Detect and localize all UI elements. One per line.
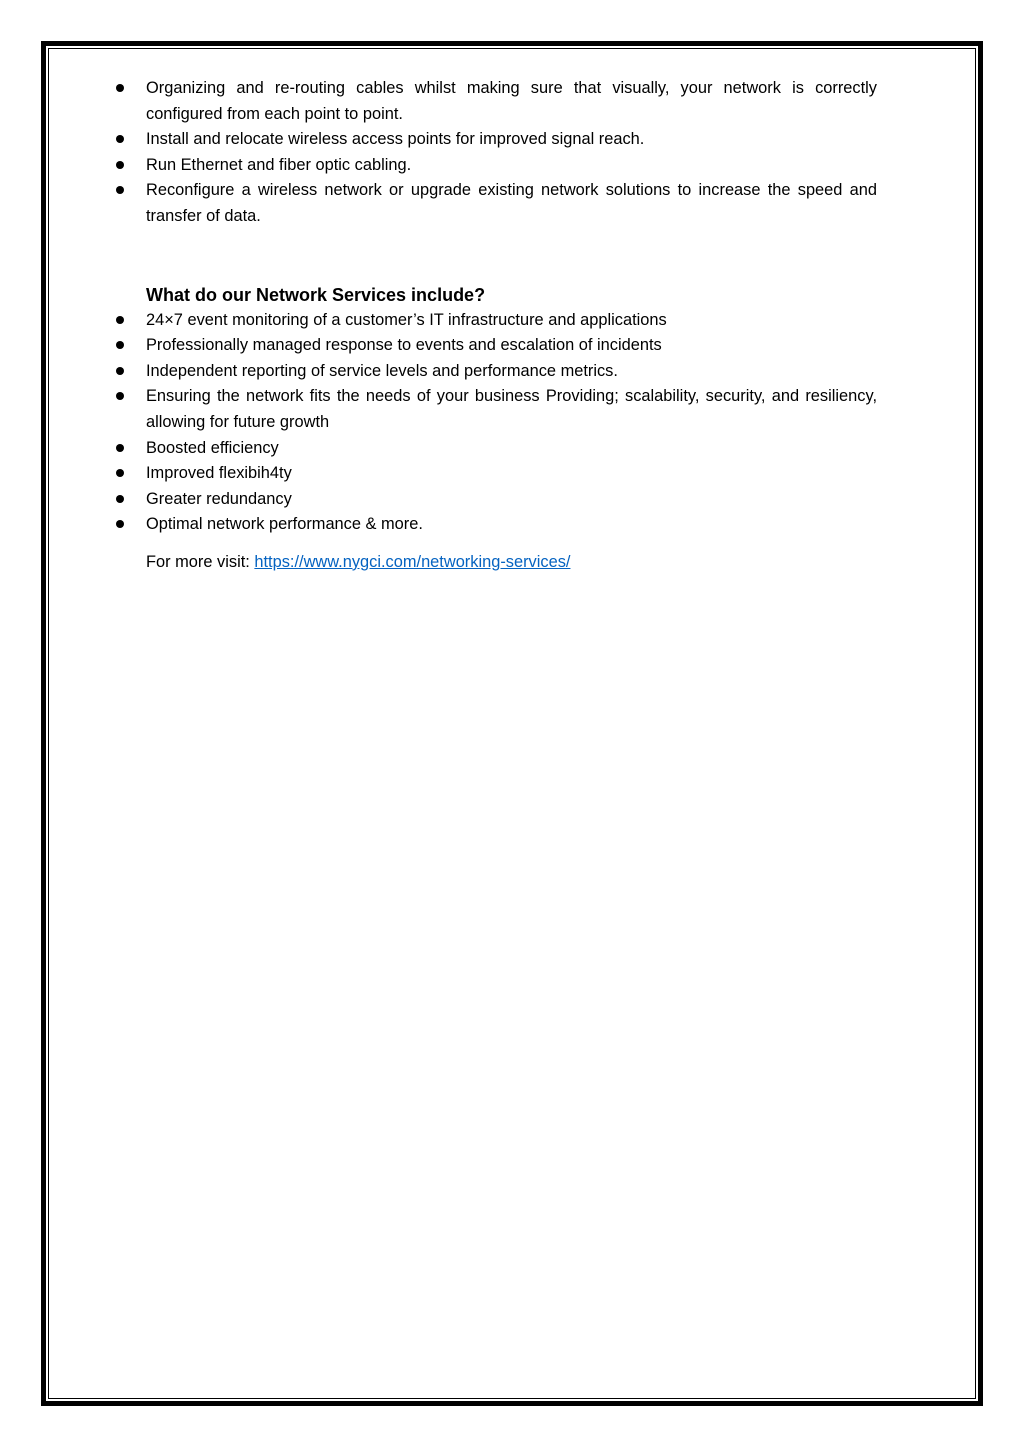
- list-item: [112, 384, 877, 435]
- list-item: [112, 127, 877, 153]
- list-item: [112, 487, 877, 513]
- bullet-icon: [116, 520, 124, 528]
- bullet-icon: [116, 161, 124, 169]
- bullet-icon: [116, 341, 124, 349]
- bullet-icon: [116, 186, 124, 194]
- list-item-text: Professionally managed response to events and escalation of incidents: [146, 336, 662, 355]
- bullet-icon: [116, 469, 124, 477]
- more-info-line: [146, 550, 877, 576]
- bullet-list-services: [112, 308, 877, 538]
- list-item: [112, 76, 877, 127]
- list-item-text: Independent reporting of service levels and performance metrics.: [146, 361, 618, 380]
- bullet-icon: [116, 367, 124, 375]
- document-content: [112, 76, 877, 576]
- bullet-icon: [116, 84, 124, 92]
- list-item: [112, 512, 877, 538]
- bullet-icon: [116, 495, 124, 503]
- list-item-text: Boosted efficiency: [146, 438, 279, 457]
- list-item-text: Optimal network performance & more.: [146, 515, 423, 534]
- list-item-text: Ensuring the network fits the needs of your business Providing; scalability, security, and resiliency, allowing for future growth: [146, 387, 877, 431]
- list-item-text: Run Ethernet and fiber optic cabling.: [146, 155, 412, 174]
- list-item-text: Organizing and re-routing cables whilst making sure that visually, your network is correctly configured from each point to point.: [146, 79, 877, 123]
- bullet-icon: [116, 135, 124, 143]
- list-item: [112, 333, 877, 359]
- bullet-icon: [116, 316, 124, 324]
- bullet-icon: [116, 444, 124, 452]
- section-heading: What do our Network Services include?: [146, 284, 486, 305]
- more-info-label: For more visit:: [146, 552, 255, 571]
- list-item: [112, 153, 877, 179]
- list-item-text: Improved flexibih4ty: [146, 464, 292, 483]
- list-item: [112, 308, 877, 334]
- networking-services-link[interactable]: https://www.nygci.com/networking-services/: [254, 552, 571, 571]
- list-item: [112, 461, 877, 487]
- list-item-text: Install and relocate wireless access points for improved signal reach.: [146, 130, 645, 149]
- list-item-text: Reconfigure a wireless network or upgrade existing network solutions to increase the speed and transfer of data.: [146, 181, 877, 225]
- bullet-icon: [116, 392, 124, 400]
- list-item: [112, 359, 877, 385]
- list-item-text: 24×7 event monitoring of a customer’s IT infrastructure and applications: [146, 310, 667, 329]
- list-item: [112, 178, 877, 229]
- list-item: [112, 436, 877, 462]
- list-item-text: Greater redundancy: [146, 489, 292, 508]
- bullet-list-top: [112, 76, 877, 230]
